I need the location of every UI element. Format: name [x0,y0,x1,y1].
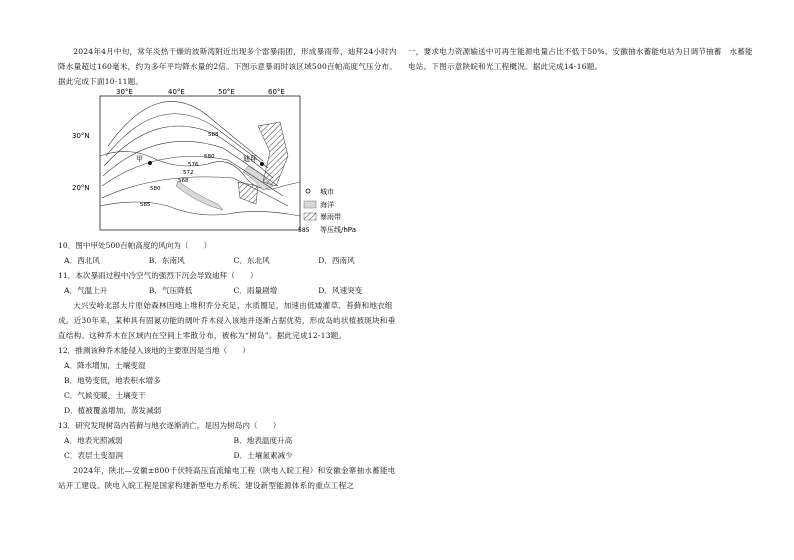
q10-stem: 10．图中甲处500百帕高度的风向为（ ） [58,241,212,250]
coastline [100,202,300,216]
map-figure [58,86,403,236]
pressure-map [58,86,403,236]
rainband [238,182,258,204]
q11-options [58,283,403,298]
q13-option-d[interactable]: D．土壤氮素减少 [233,451,293,460]
q12-option-b[interactable]: B．地势变低，地表积水增多 [64,376,161,385]
q13-option-c[interactable]: C．表层土变湿润 [64,451,123,460]
legend-ocean-icon [304,201,316,208]
right-column [408,44,758,74]
right-intro: 一，要求电力资源输送中可再生能源电量占比不低于50%。安徽抽水蓄能电站为日调节抽蓄 水蓄能电站。下图示意陕皖和光工程概况。据此完成14-16题。 [408,47,753,71]
lon-label: 30°E [116,88,133,96]
city-jia-marker [148,161,152,165]
q13-stem: 13．研究发现树岛内苔藓与地衣逐渐消亡，是因为树岛内（ ） [58,421,281,430]
intro-14: 2024年，陕北—安徽±800千伏特高压直流输电工程（陕电入皖工程）和安徽金寨抽水蓄能电站开工建设。陕电入皖工程是国家构建新型电力系统、建设新型能源体系的重点工程之 [58,466,396,490]
q10-option-d[interactable]: D．西南风 [318,256,355,265]
isobar-label: 580 [204,154,215,160]
q10-option-b[interactable]: B．东南风 [148,256,185,265]
q10-option-a[interactable]: A．西北风 [64,256,100,265]
city-jia-label: 甲 [136,155,143,163]
q12-option-c[interactable]: C．气候变暖，土壤变干 [64,391,146,400]
lat-label: 20°N [72,184,90,192]
isobar-label: 568 [178,178,189,184]
legend-isobar: 等压线/hPa [320,226,356,234]
intro-10-11: 2024年4月中旬，常年炎热干燥的波斯湾附近出现多个雷暴雨团，形成暴雨带，迪拜24小时内降水量超过160毫米，约为多年平均降水量的2倍。下图示意暴雨时该区域500百帕高度气压分布。据此完成下面10-11题。 [58,47,398,86]
city-dubai-marker [260,162,264,166]
isobar-label: 572 [183,170,194,176]
q13-option-a[interactable]: A．地表光照减弱 [64,436,123,445]
q10-option-c[interactable]: C．东北风 [233,256,270,265]
q11-option-b[interactable]: B．气压降低 [148,286,193,295]
legend-ocean: 海洋 [320,201,334,209]
lon-label: 60°E [268,88,285,96]
q13-options-row2 [58,448,403,463]
intro-12-13: 大兴安岭北部大片原始森林因地上堆积乔分充足，水质圈足，加速由低矮灌草、苔藓和地衣组成。近30年来，某种具有固氮功能的阔叶乔木侵入该地并逐渐占据优势，形成岛屿状植被斑块和垂直结构。这种乔木在区域内在空间上零散分布，被称为“树岛”。据此完成12-13题。 [58,301,396,340]
q13-options-row1 [58,433,403,448]
ocean-area [176,181,223,210]
q10-options [58,253,403,268]
legend-city: 城市 [320,188,334,196]
isobar-label: 580 [150,186,161,192]
q12-option-d[interactable]: D．植被覆盖增加，蒸发减弱 [64,406,162,415]
left-column [58,44,398,89]
questions-left [58,238,403,493]
q12-stem: 12．推测该种乔木能侵入该地的主要原因是当地（ ） [58,346,250,355]
legend-isobar-sample: 585 [298,227,310,234]
q11-option-c[interactable]: C．雨量剧增 [233,286,278,295]
q13-option-b[interactable]: B．地表温度升高 [233,436,293,445]
q12-option-a[interactable]: A．降水增加，土壤变湿 [64,361,146,370]
lon-label: 40°E [168,88,185,96]
city-dubai-label: 迪拜 [243,155,257,163]
lon-label: 50°E [218,88,235,96]
q11-option-a[interactable]: A．气温上升 [64,286,108,295]
isobar-label: 576 [188,162,199,168]
legend-rainband: 暴雨带 [320,213,341,221]
isobar-label: 585 [140,202,151,208]
lat-label: 30°N [72,132,90,140]
isobar-label: 588 [208,132,219,138]
q11-stem: 11．本次暴雨过程中冷空气的强烈下沉会导致迪拜（ ） [58,271,258,280]
legend-city-icon [306,189,310,193]
q11-option-d[interactable]: D．风速突变 [318,286,363,295]
legend-rainband-icon [304,213,316,220]
